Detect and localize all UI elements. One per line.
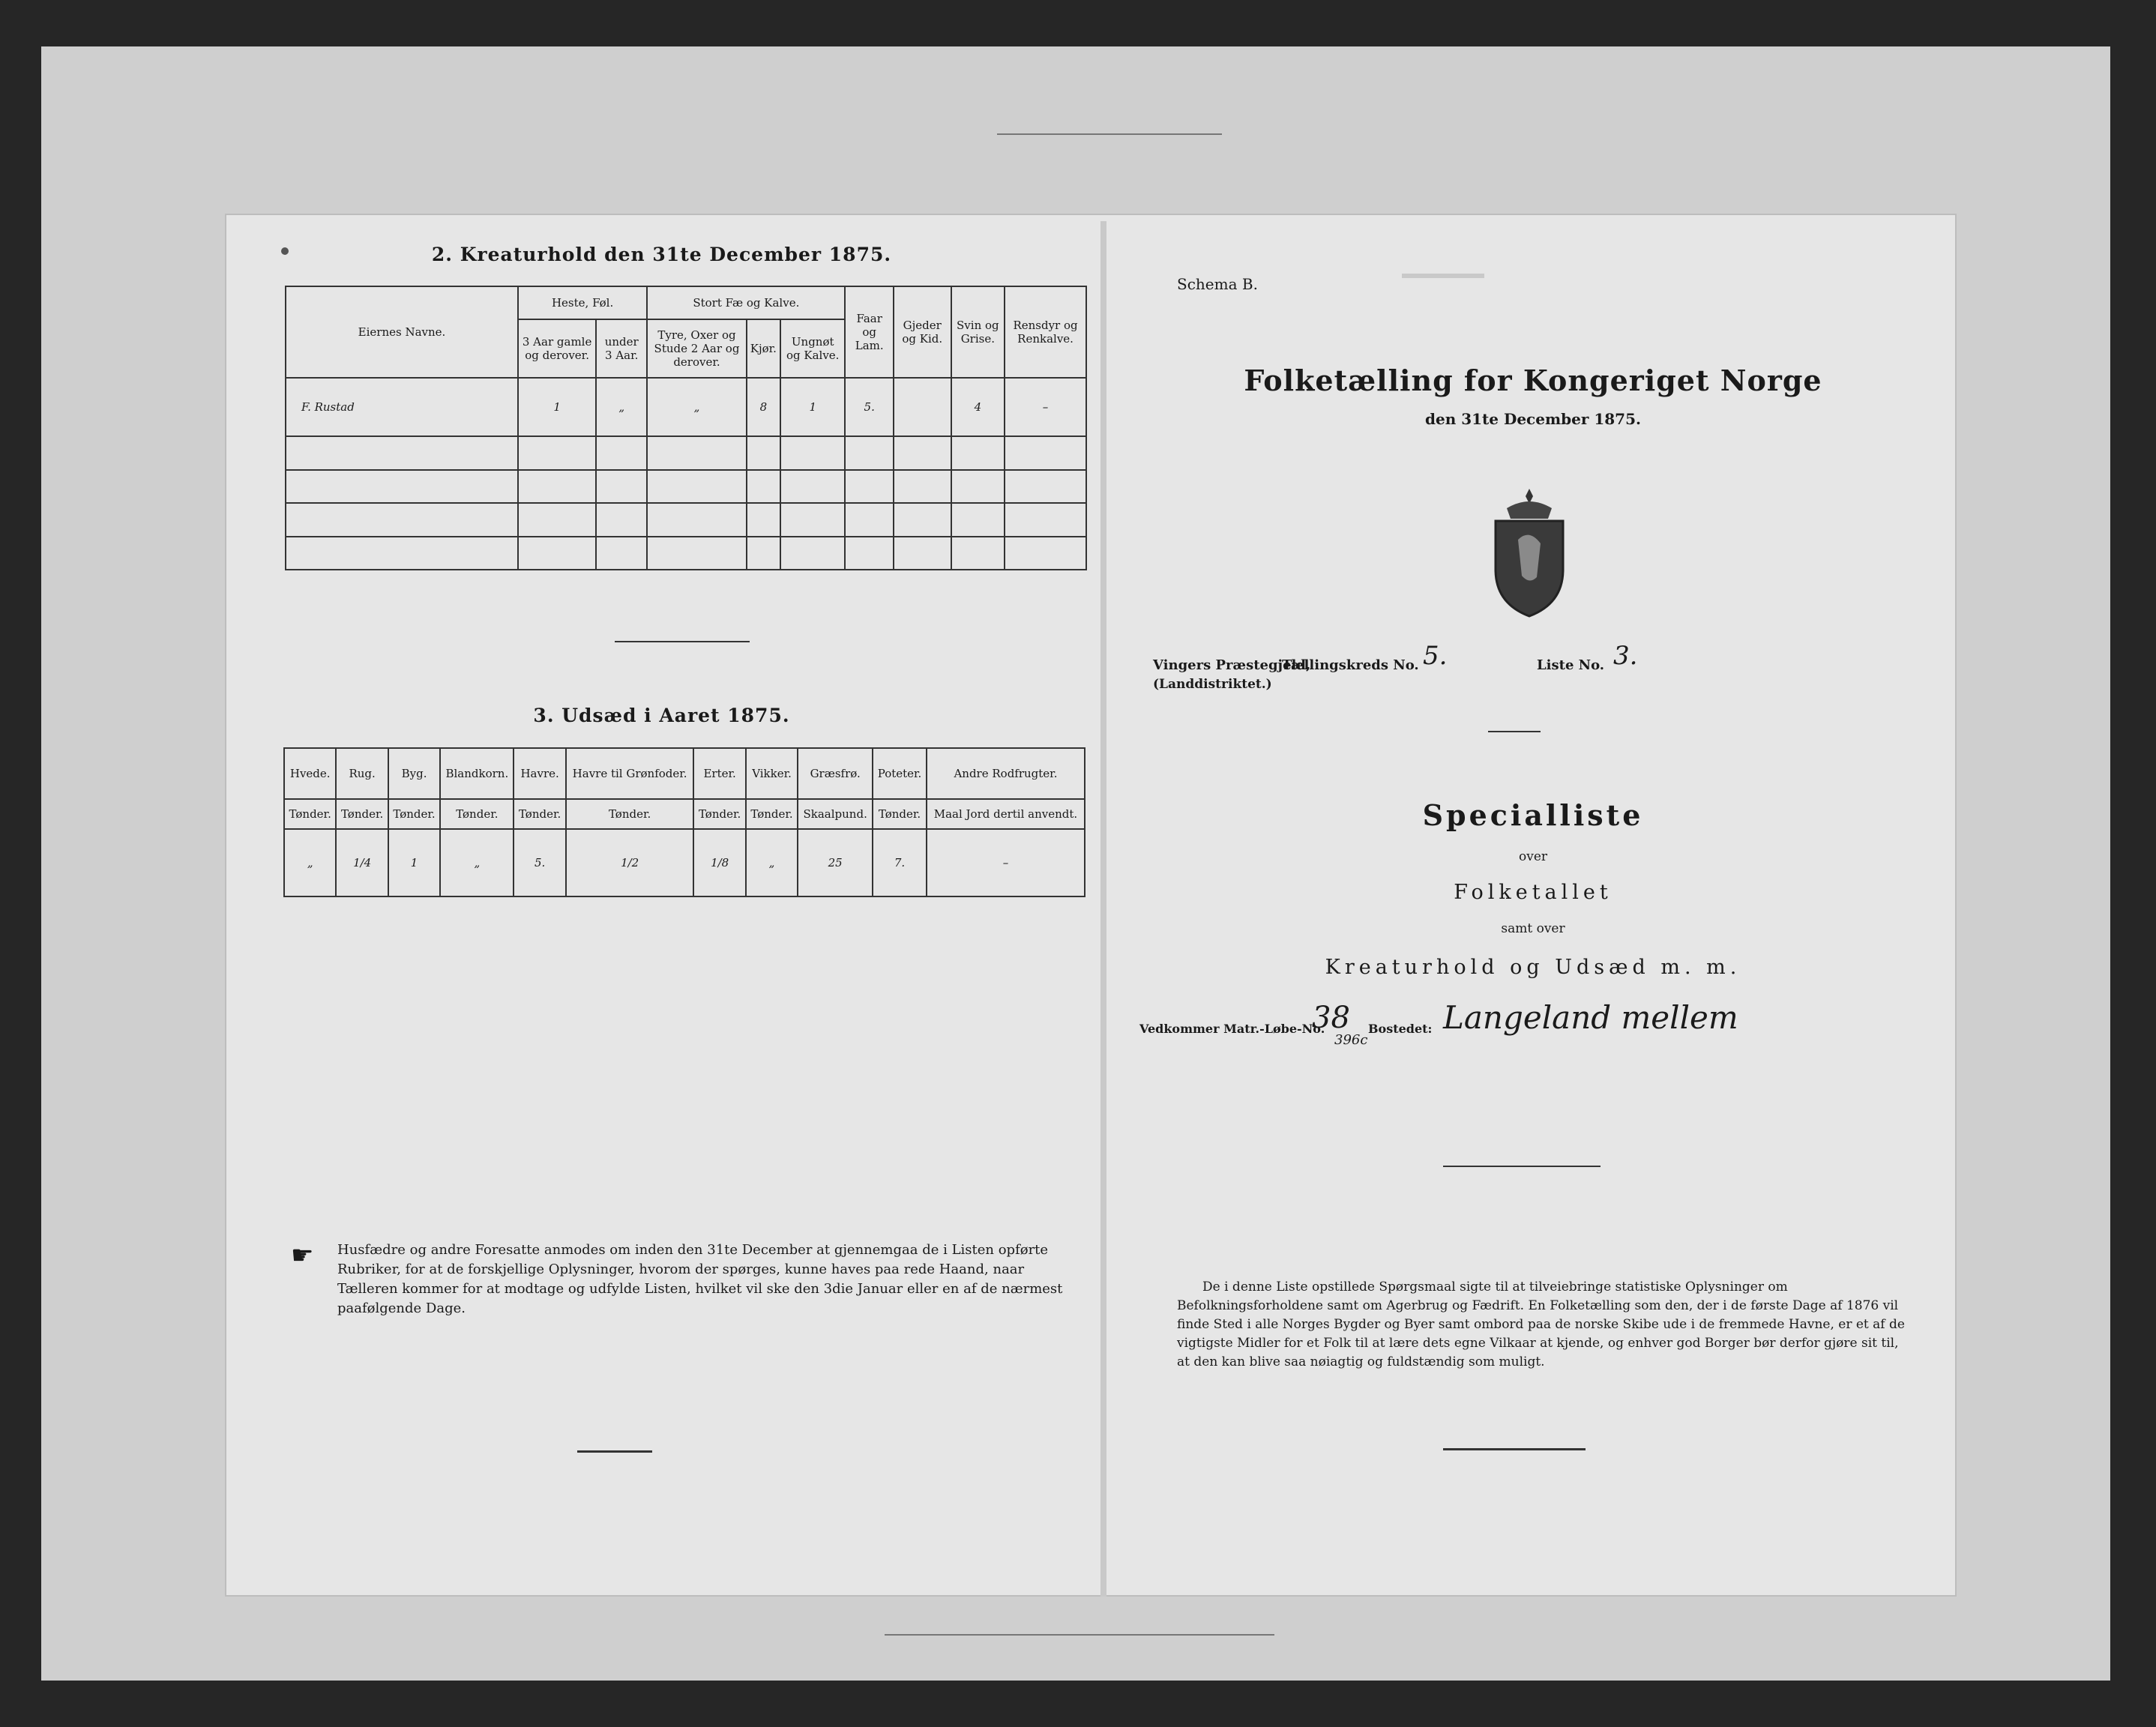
seed-unit: Tønder. — [746, 799, 798, 830]
seed-value: 1/4 — [336, 829, 388, 896]
owner-header: Eiernes Navne. — [286, 286, 518, 378]
kreaturhold-label: Kreaturhold og Udsæd m. m. — [1325, 956, 1741, 979]
seed-unit: Tønder. — [440, 799, 514, 830]
pigs-cell: 4 — [951, 378, 1005, 436]
seed-header: Vikker. — [746, 748, 798, 799]
divider — [577, 1450, 652, 1453]
census-date: den 31te December 1875. — [1425, 410, 1641, 428]
divider — [1443, 1448, 1586, 1450]
owner-cell: F. Rustad — [286, 378, 518, 436]
cows-header: Kjør. — [747, 319, 780, 378]
left-page — [225, 214, 1098, 1597]
matr-subvalue: 396c — [1334, 1032, 1368, 1048]
section2-title: 2. Kreaturhold den 31te December 1875. — [431, 244, 892, 265]
seed-header: Rug. — [336, 748, 388, 799]
seed-header: Poteter. — [873, 748, 927, 799]
page-fold — [1100, 221, 1106, 1597]
sheep-cell: 5. — [845, 378, 893, 436]
section3-title: 3. Udsæd i Aaret 1875. — [533, 705, 790, 726]
samt-over-label: samt over — [1501, 921, 1565, 936]
landdistrict-label: (Landdistriktet.) — [1153, 677, 1272, 692]
seed-unit: Skaalpund. — [798, 799, 873, 830]
intro-paragraph: De i denne Liste opstillede Spørgsmaal sigte til at tilveiebringe statistiske Oplysninger om Befolkningsforholdene samt om Agerbrug og Fædrift. En Folketælling som den, der i de første Dage af 1876 vil finde Sted i alle Norges Bygder og Byer samt ombord paa de norske Skibe ude i de fremmede Havne, er et af de vigtigste Midler for et Folk til at lære dets egne Vilkaar at kjende, og enhver god Borger bør derfor gjøre sit til, at den kan blive saa nøiagtig og fuldstændig som muligt. — [1177, 1280, 1905, 1369]
seed-header: Erter. — [693, 748, 745, 799]
divider — [615, 641, 750, 642]
seed-header: Andre Rodfrugter. — [927, 748, 1085, 799]
seed-value: 1/8 — [693, 829, 745, 896]
seed-unit: Tønder. — [388, 799, 440, 830]
folketallet-label: Folketallet — [1454, 881, 1613, 904]
horses-old-header: 3 Aar gamle og derover. — [518, 319, 596, 378]
young-cattle-header: Ungnøt og Kalve. — [780, 319, 846, 378]
horses-header: Heste, Føl. — [518, 286, 647, 319]
seed-unit: Maal Jord dertil anvendt. — [927, 799, 1085, 830]
goats-cell — [894, 378, 951, 436]
census-sheet — [225, 214, 1957, 1597]
reindeer-header: Rensdyr og Renkalve. — [1005, 286, 1086, 378]
seed-unit: Tønder. — [566, 799, 694, 830]
ghost-mark — [1402, 274, 1484, 278]
divider — [1443, 1166, 1601, 1167]
seed-table — [283, 747, 1085, 897]
district-number: 5. — [1423, 641, 1448, 671]
bottom-mark — [885, 1634, 1274, 1636]
matr-value: 38 — [1312, 1001, 1350, 1035]
seed-unit: Tønder. — [693, 799, 745, 830]
list-number: 3. — [1613, 641, 1638, 671]
goats-header: Gjeder og Kid. — [894, 286, 951, 378]
top-mark — [997, 133, 1222, 135]
matr-label: Vedkommer Matr.-Løbe-No. — [1139, 1022, 1325, 1036]
bosted-label: Bostedet: — [1368, 1022, 1433, 1036]
seed-value: 1/2 — [566, 829, 694, 896]
seed-value: 7. — [873, 829, 927, 896]
horses-old-cell: 1 — [518, 378, 596, 436]
schema-label: Schema B. — [1177, 275, 1258, 293]
divider — [1488, 731, 1541, 732]
reindeer-cell: – — [1005, 378, 1086, 436]
horses-young-cell: „ — [596, 378, 647, 436]
livestock-table — [285, 286, 1087, 570]
cattle-header: Stort Fæ og Kalve. — [647, 286, 845, 319]
bosted-value: Langeland mellem — [1443, 999, 1738, 1036]
seed-value: „ — [746, 829, 798, 896]
seed-unit: Tønder. — [873, 799, 927, 830]
seed-value: 5. — [514, 829, 565, 896]
specialliste-heading: Specialliste — [1422, 798, 1644, 832]
cows-cell: 8 — [747, 378, 780, 436]
coat-of-arms-icon — [1488, 487, 1571, 618]
seed-value: 1 — [388, 829, 440, 896]
parish-label: Vingers Præstegjeld, — [1153, 657, 1311, 673]
seed-header: Græsfrø. — [798, 748, 873, 799]
seed-header: Byg. — [388, 748, 440, 799]
census-title: Folketælling for Kongeriget Norge — [1244, 364, 1822, 397]
seed-unit: Tønder. — [284, 799, 336, 830]
seed-header: Blandkorn. — [440, 748, 514, 799]
seed-value: 25 — [798, 829, 873, 896]
seed-value: „ — [284, 829, 336, 896]
seed-unit: Tønder. — [336, 799, 388, 830]
seed-header: Hvede. — [284, 748, 336, 799]
seed-unit: Tønder. — [514, 799, 565, 830]
instruction-notice: Husfædre og andre Foresatte anmodes om inden den 31te December at gjennemgaa de i Listen opførte Rubriker, for at de forskjellige Oplysninger, hvorom der spørges, kunne haves paa rede Haand, naar Tælleren kommer for at modtage og udfylde Listen, hvilket vil ske den 3die Januar eller en af de nærmest paafølgende Dage. — [337, 1242, 1063, 1316]
young-cattle-cell: 1 — [780, 378, 846, 436]
right-page — [1109, 214, 1957, 1597]
pigs-header: Svin og Grise. — [951, 286, 1005, 378]
horses-young-header: under 3 Aar. — [596, 319, 647, 378]
over-label: over — [1518, 849, 1548, 864]
pointing-hand-icon: ☛ — [291, 1241, 314, 1271]
seed-header: Havre. — [514, 748, 565, 799]
district-label: Tællingskreds No. — [1282, 657, 1419, 673]
list-label: Liste No. — [1537, 657, 1605, 673]
bulls-cell: „ — [647, 378, 747, 436]
sheep-header: Faar og Lam. — [845, 286, 893, 378]
bulls-header: Tyre, Oxer og Stude 2 Aar og derover. — [647, 319, 747, 378]
seed-value: „ — [440, 829, 514, 896]
seed-header: Havre til Grønfoder. — [566, 748, 694, 799]
seed-value: – — [927, 829, 1085, 896]
